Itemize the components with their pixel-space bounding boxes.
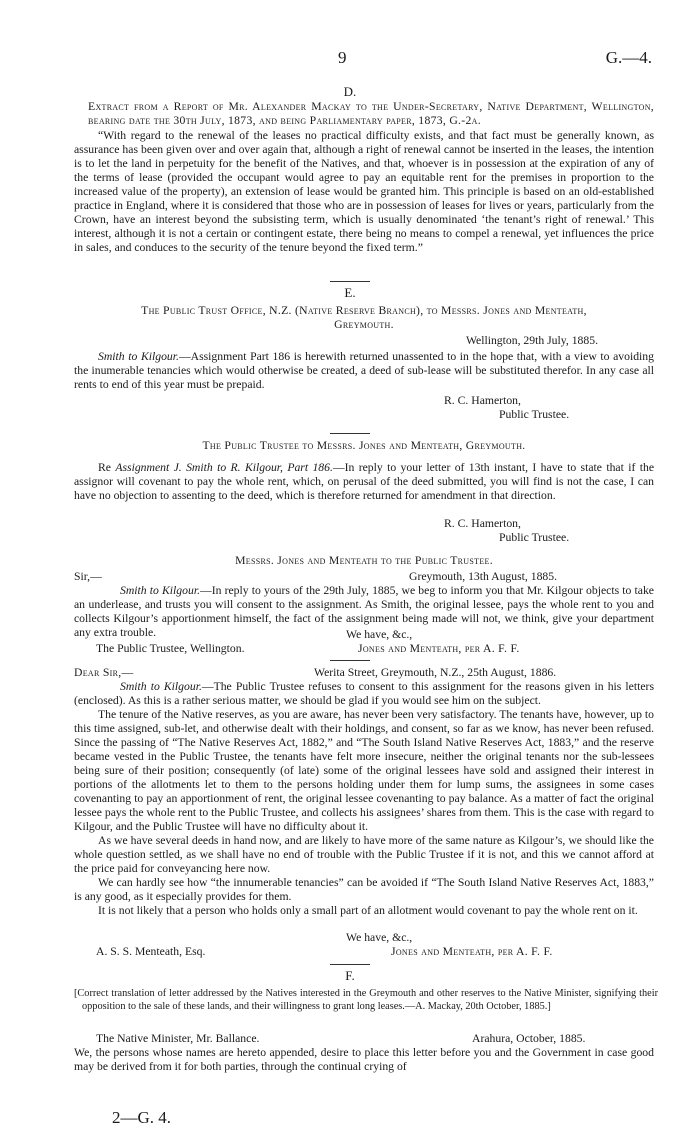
- e3-text: —In reply to yours of the 29th July, 1885, we beg to inform you that Mr. Kilgour objects to take an underlease, and trusts you will consent to the assignment. As Smith, the original lessee, pays the whole rent to you and collects Kilgour’s apportionment himself, the fact of the assignment being made will not, we think, give your department any extra trouble.: [74, 584, 654, 639]
- e1-signature-title: Public Trustee.: [499, 408, 570, 421]
- e1-dateline: Wellington, 29th July, 1885.: [465, 334, 598, 347]
- e1-heading: The Public Trust Office, N.Z. (Native Reserve Branch), to Messrs. Jones and Menteath, Greymouth.: [141, 304, 587, 331]
- e3-dateline: Greymouth, 13th August, 1885.: [409, 570, 558, 583]
- paper-reference: G.—4.: [605, 48, 652, 67]
- e2-signature-title: Public Trustee.: [499, 531, 570, 544]
- signature-mark: 2—G. 4.: [112, 1108, 172, 1127]
- e1-signature-name: R. C. Hamerton,: [444, 394, 521, 407]
- e4-signature: Jones and Menteath, per A. F. F.: [391, 945, 553, 958]
- section-d-heading: Extract from a Report of Mr. Alexander Mackay to the Under-Secretary, Native Department, Wellington, bearing date the 30th July, 1873, and being Parliamentary paper, 1873, G.-2a.: [88, 100, 654, 127]
- section-f-note: [Correct translation of letter addressed by the Natives interested in the Greymouth and other reserves to the Native Minister, signifying their opposition to the sale of these lands, and their willingness to grant long leases.—A. Mackay, 20th October, 1885.]: [74, 988, 658, 1012]
- e4-dateline: Werita Street, Greymouth, N.Z., 25th August, 1886.: [314, 666, 557, 679]
- e4-paragraph-2: The tenure of the Native reserves, as you are aware, has never been very satisfactory. The tenants have, however, up to this time assigned, sub-let, and otherwise dealt with their holdings, and consent, so far as we know, has never been refused. Since the passing of “The Native Reserves Act, 1882,” and “The South Island Native Reserves Act, 1883,” and the reserve became vested in the Public Trustee, the tenants have felt more insecure, neither the original tenants nor the sub-lessees being sure of their position; consequently (of late) some of the original lessees have sold and assigned their interest in portions of the allotments let to them to the persons holding under them for lump sums, the assignees in some cases covenanting to pay an apportionment of rent, the original lessee covenanting to pay balance. As a matter of fact the original lessee pays the whole rent to the Public Trustee, and collects his assignees’ shares from them. This is the case with regard to Kilgour, and the Public Trustee will have no difficulty about it.: [74, 708, 654, 833]
- e3-salutation: Sir,—: [74, 570, 102, 583]
- e4-subject: Smith to Kilgour.: [120, 680, 202, 693]
- divider: [330, 433, 370, 434]
- divider: [330, 660, 370, 661]
- divider: [330, 964, 370, 965]
- e4-salutation: Dear Sir,—: [74, 666, 134, 679]
- e3-heading: Messrs. Jones and Menteath to the Public Trustee.: [235, 554, 493, 567]
- section-e-letter: E.: [344, 285, 356, 300]
- section-f-letter: F.: [345, 968, 355, 983]
- e4-paragraph-4: We can hardly see how “the innumerable tenancies” can be avoided if “The South Island Native Reserves Act, 1883,” is any good, as it especially provides for them.: [74, 876, 654, 903]
- f-addressee: The Native Minister, Mr. Ballance.: [96, 1032, 260, 1045]
- e1-body: [74, 350, 654, 392]
- e4-addressee: A. S. S. Menteath, Esq.: [96, 945, 206, 958]
- e2-text: —In reply to your letter of 13th instant, I have to state that if the assignor will covenant to pay the whole rent, which, on perusal of the deed submitted, you will find is not the case, I can have no objection to assenting to the deed, which is therefore returned for amendment in that direction.: [74, 461, 655, 502]
- e1-text: —Assignment Part 186 is herewith returned unassented to in the hope that, with a view to avoiding the inumerable tenancies which would otherwise be created, a deed of sub-lease will be substituted therefor. In any case all rents to end of this year must be prepaid.: [74, 350, 654, 391]
- e4-paragraph-3: As we have several deeds in hand now, and are likely to have more of the same nature as Kilgour’s, we should like the whole question settled, as we shall have no end of trouble with the Public Trustee if it is not, and this we cannot afford at the price paid for conveyancing here now.: [74, 834, 654, 875]
- e3-signature: Jones and Menteath, per A. F. F.: [358, 642, 520, 655]
- e2-signature-name: R. C. Hamerton,: [444, 517, 521, 530]
- e1-subject: Smith to Kilgour.: [98, 350, 179, 363]
- f-body: We, the persons whose names are hereto appended, desire to place this letter before you and the Government in case good may be derived from it for both parties, through the continual crying of: [74, 1046, 654, 1073]
- section-d-letter: D.: [343, 84, 357, 99]
- e4-body: [74, 680, 654, 918]
- e4-closing: We have, &c.,: [346, 931, 413, 944]
- f-dateline: Arahura, October, 1885.: [472, 1032, 586, 1045]
- e2-re: Re: [98, 461, 111, 474]
- e2-body: [74, 461, 654, 503]
- e2-heading: The Public Trustee to Messrs. Jones and Menteath, Greymouth.: [202, 439, 526, 452]
- e4-paragraph-5: It is not likely that a person who holds only a small part of an allotment would covenant to pay the whole rent on it.: [98, 904, 638, 917]
- page-number: 9: [338, 48, 347, 67]
- e3-closing: We have, &c.,: [346, 628, 413, 641]
- e3-subject: Smith to Kilgour.: [120, 584, 200, 597]
- e2-subject: Assignment J. Smith to R. Kilgour, Part 186.: [115, 461, 333, 474]
- divider: [330, 281, 370, 282]
- section-d-body: “With regard to the renewal of the leases no practical difficulty exists, and that fact must be generally known, as assurance has been given over and over again that, although a right of renewal cannot be inserted in the leases, the intention is to let the land in perpetuity for the benefit of the Natives, and that, whoever is in possession at the expiration of any of the terms of lease (provided the occupant would agree to pay an equitable rent for the premises in proportion to the increased value of the property), an extension of lease would be granted him. This principle is based on an old-established practice in England, where it is considered that those who are in possession of leases for lives or years, particularly from the Crown, have an interest beyond the subsisting term, which is usually denominated ‘the tenant’s right of renewal.’ This interest, although it is not a certain or contingent estate, there being no means to compel a renewal, yet influences the price in sales, and conduces to the security of the tenure beyond the fixed term.”: [74, 129, 654, 254]
- e3-addressee: The Public Trustee, Wellington.: [96, 642, 245, 655]
- e4-paragraph-1: —The Public Trustee refuses to consent to this assignment for the reasons given in his letters (enclosed). As this is a rather serious matter, we should be glad if you would see him on the subject.: [74, 680, 654, 707]
